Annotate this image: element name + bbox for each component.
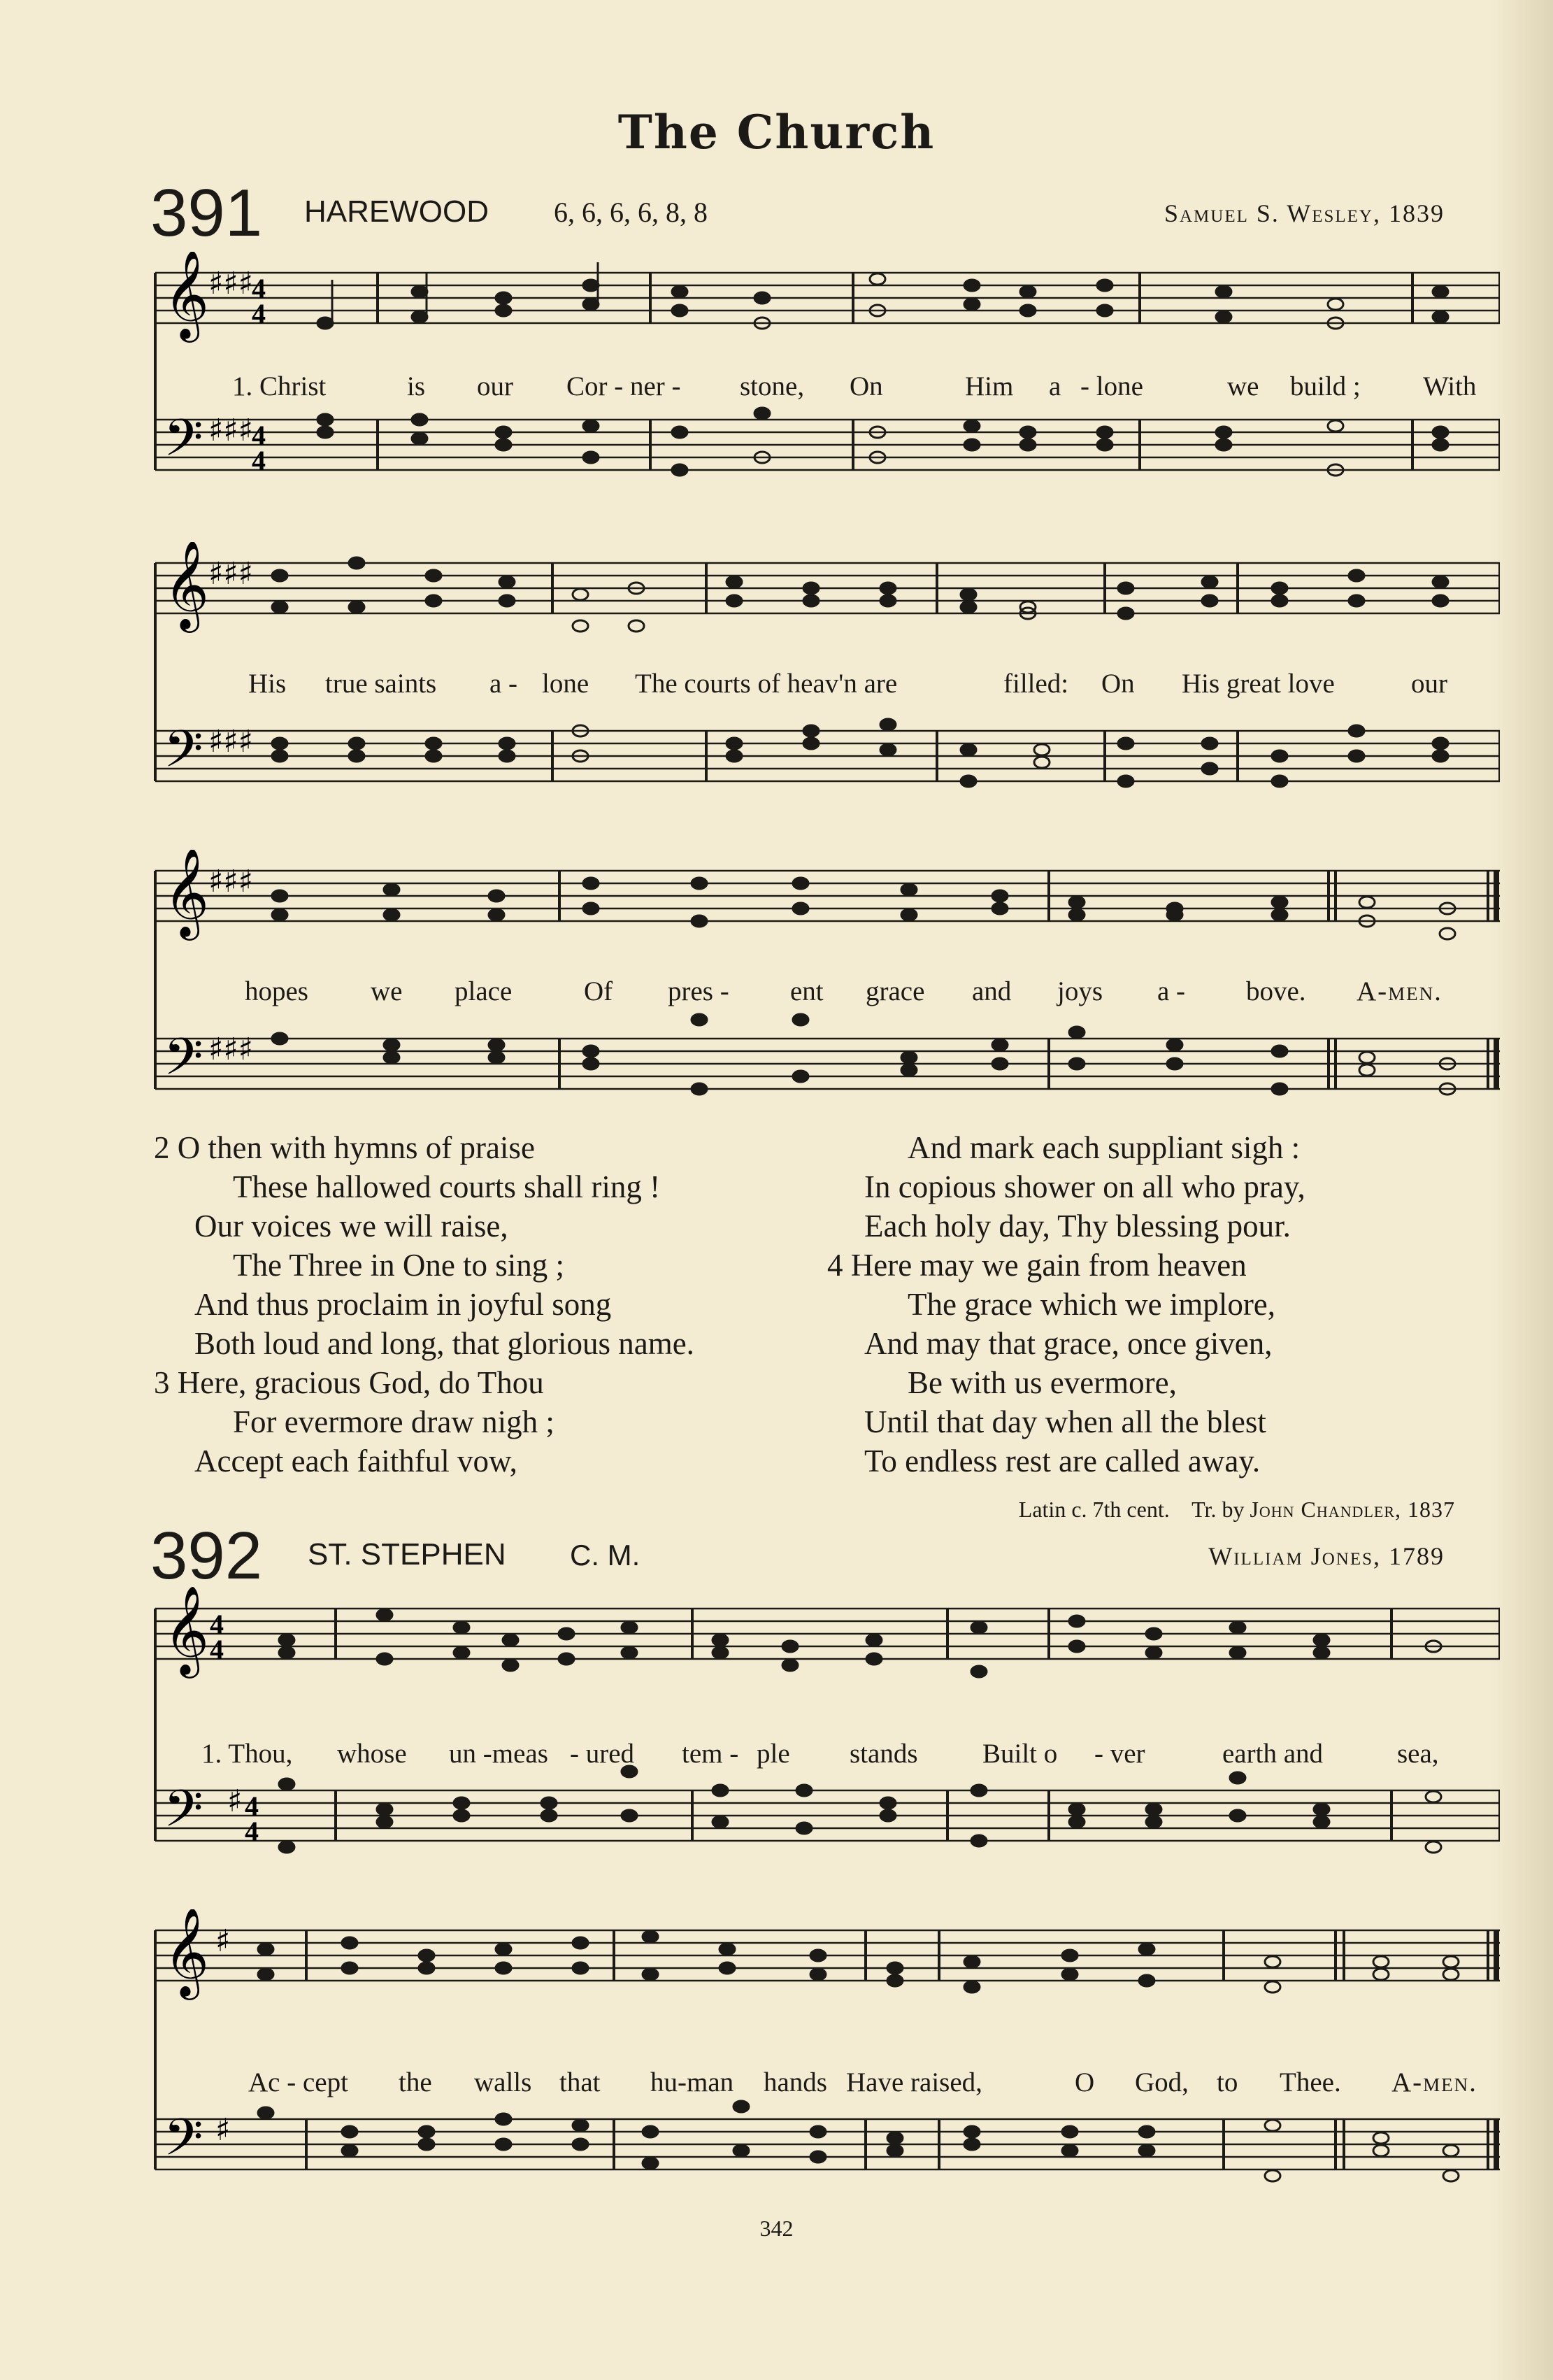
lyric-syllable: hands (764, 2067, 827, 2097)
svg-text:4: 4 (252, 273, 266, 304)
lyric-syllable: grace (866, 976, 925, 1006)
lyric-line (147, 1738, 1500, 1777)
svg-text:♯♯♯: ♯♯♯ (208, 724, 253, 760)
page-number: 342 (759, 2216, 794, 2241)
lyric-syllable: hopes (245, 976, 308, 1006)
composer: Samuel S. Wesley, 1839 (1164, 199, 1445, 227)
svg-text:𝄞: 𝄞 (164, 1909, 210, 1996)
svg-text:𝄢: 𝄢 (164, 408, 203, 480)
verse-line: 2 O then with hymns of praise (154, 1130, 535, 1165)
music-system-3 (147, 850, 1500, 1130)
lyric-syllable: to (1217, 2067, 1238, 2097)
svg-text:𝄢: 𝄢 (164, 2107, 203, 2179)
svg-text:♯: ♯ (215, 1923, 231, 1959)
lyric-syllable: walls (474, 2067, 532, 2097)
hymn-number: 392 (150, 1518, 263, 1593)
lyric-line (147, 371, 1500, 410)
verse-line: Our voices we will raise, (194, 1209, 508, 1244)
tune-name: HAREWOOD (304, 194, 489, 229)
lyric-syllable: - ured (570, 1739, 635, 1769)
lyric-syllable: Have raised, (846, 2067, 982, 2097)
lyric-syllable: we (371, 976, 403, 1006)
lyric-syllable: true saints (325, 669, 437, 699)
lyric-syllable: tem - (682, 1739, 739, 1769)
attribution-translator-prefix: Tr. by (1191, 1497, 1245, 1522)
svg-text:4: 4 (252, 445, 266, 476)
svg-text:♯♯♯: ♯♯♯ (208, 266, 253, 301)
svg-text:𝄢: 𝄢 (164, 1027, 203, 1099)
lyric-amen: A-men. (1391, 2067, 1477, 2097)
hymn-391-header (0, 175, 1553, 252)
lyric-syllable: a (1049, 371, 1061, 401)
verse-line: And mark each suppliant sigh : (908, 1130, 1301, 1165)
svg-text:𝄞: 𝄞 (164, 850, 210, 936)
lyric-amen: A-men. (1357, 976, 1443, 1006)
svg-text:4: 4 (210, 1634, 224, 1665)
verse-line: To endless rest are called away. (864, 1444, 1261, 1478)
music-system-2 (147, 542, 1500, 836)
verse-line: Until that day when all the blest (864, 1404, 1266, 1439)
lyric-syllable: that (559, 2067, 601, 2097)
svg-text:♯♯♯: ♯♯♯ (208, 413, 253, 448)
lyric-syllable: - ver (1094, 1739, 1145, 1769)
lyric-syllable: stands (850, 1739, 918, 1769)
svg-text:4: 4 (245, 1816, 259, 1847)
lyric-syllable: 1. Christ (232, 371, 327, 401)
svg-text:4: 4 (245, 1790, 259, 1822)
lyric-syllable: Built o (982, 1739, 1058, 1769)
attribution-translator: John Chandler, 1837 (1250, 1497, 1455, 1522)
lyric-syllable: filled: (1003, 669, 1069, 699)
music-staves (147, 1909, 1500, 2210)
lyric-syllable: lone (542, 669, 589, 699)
attribution-source: Latin c. 7th cent. (1018, 1497, 1170, 1522)
lyric-line (147, 976, 1500, 1015)
lyric-syllable: bove. (1246, 976, 1306, 1006)
lyric-syllable: Ac - cept (248, 2067, 348, 2097)
verse-line: And thus proclaim in joyful song (194, 1287, 612, 1322)
hymn-391-verses (0, 1130, 1553, 1493)
lyric-syllable: we (1227, 371, 1259, 401)
svg-text:4: 4 (252, 298, 266, 329)
music-system-5 (147, 1909, 1500, 2210)
svg-text:𝄞: 𝄞 (164, 1585, 210, 1674)
lyric-syllable: Of (584, 976, 613, 1006)
tune-name: ST. STEPHEN (308, 1537, 506, 1572)
verse-line: Both loud and long, that glorious name. (194, 1326, 694, 1361)
lyric-syllable: pres - (668, 976, 729, 1006)
lyric-syllable: our (1411, 669, 1447, 699)
lyric-syllable: 1. Thou, (201, 1739, 293, 1769)
svg-text:𝄞: 𝄞 (164, 252, 210, 339)
tune-meter: 6, 6, 6, 6, 8, 8 (554, 197, 708, 228)
verse-line: The Three in One to sing ; (233, 1248, 565, 1283)
lyric-syllable: With (1423, 371, 1477, 401)
lyric-syllable: our (477, 371, 513, 401)
lyric-syllable: O (1075, 2067, 1095, 2097)
lyric-syllable: whose (337, 1739, 407, 1769)
lyric-syllable: is (407, 371, 426, 401)
lyric-syllable: place (455, 976, 513, 1006)
lyric-syllable: ple (757, 1739, 790, 1769)
lyric-syllable: Cor - ner - (566, 371, 681, 401)
lyric-syllable: un -meas (449, 1739, 548, 1769)
composer: William Jones, 1789 (1208, 1542, 1445, 1570)
svg-text:4: 4 (252, 420, 266, 451)
lyric-syllable: build ; (1290, 371, 1361, 401)
verse-line: These hallowed courts shall ring ! (233, 1169, 661, 1204)
lyric-syllable: The courts of heav'n are (635, 669, 898, 699)
verse-line: 3 Here, gracious God, do Thou (154, 1365, 544, 1400)
verse-line: For evermore draw nigh ; (233, 1404, 554, 1439)
music-system-1 (147, 252, 1500, 532)
lyric-syllable: His great love (1182, 669, 1335, 699)
svg-text:𝄢: 𝄢 (164, 1779, 203, 1851)
verse-line: Accept each faithful vow, (194, 1444, 517, 1478)
svg-text:♯: ♯ (215, 2112, 231, 2148)
tune-meter: C. M. (570, 1539, 640, 1572)
svg-text:♯♯♯: ♯♯♯ (208, 1032, 253, 1067)
lyric-syllable: Him (965, 371, 1014, 401)
lyric-syllable: a - (489, 669, 518, 699)
music-system-4 (147, 1581, 1500, 1888)
verse-line: 4 Here may we gain from heaven (827, 1248, 1247, 1283)
lyric-syllable: the (399, 2067, 432, 2097)
lyric-line (147, 668, 1500, 707)
svg-text:♯♯♯: ♯♯♯ (208, 864, 253, 899)
lyric-syllable: hu-man (650, 2067, 734, 2097)
lyric-syllable: Thee. (1280, 2067, 1341, 2097)
svg-text:𝄞: 𝄞 (164, 542, 210, 629)
svg-text:𝄢: 𝄢 (164, 719, 203, 791)
lyric-syllable: His (248, 669, 287, 699)
lyric-syllable: - lone (1080, 371, 1143, 401)
lyric-syllable: On (1101, 669, 1135, 699)
lyric-syllable: ent (790, 976, 824, 1006)
verse-line: Be with us evermore, (908, 1365, 1177, 1400)
verse-line: And may that grace, once given, (864, 1326, 1273, 1361)
hymn-number: 391 (150, 176, 263, 250)
lyric-syllable: stone, (740, 371, 805, 401)
music-staves (147, 1581, 1500, 1888)
page-title: The Church (617, 105, 936, 159)
verse-line: In copious shower on all who pray, (864, 1169, 1305, 1204)
lyric-syllable: a - (1157, 976, 1186, 1006)
lyric-syllable: On (850, 371, 883, 401)
verse-line: Each holy day, Thy blessing pour. (864, 1209, 1291, 1244)
lyric-syllable: sea, (1397, 1739, 1439, 1769)
lyric-syllable: earth and (1222, 1739, 1324, 1769)
lyric-syllable: joys (1057, 976, 1103, 1006)
lyric-syllable: and (972, 976, 1012, 1006)
svg-text:♯♯♯: ♯♯♯ (208, 556, 253, 592)
svg-text:4: 4 (210, 1609, 224, 1640)
lyric-line (147, 2067, 1500, 2106)
verse-line: The grace which we implore, (908, 1287, 1276, 1322)
svg-text:♯: ♯ (227, 1783, 243, 1819)
lyric-syllable: God, (1135, 2067, 1189, 2097)
